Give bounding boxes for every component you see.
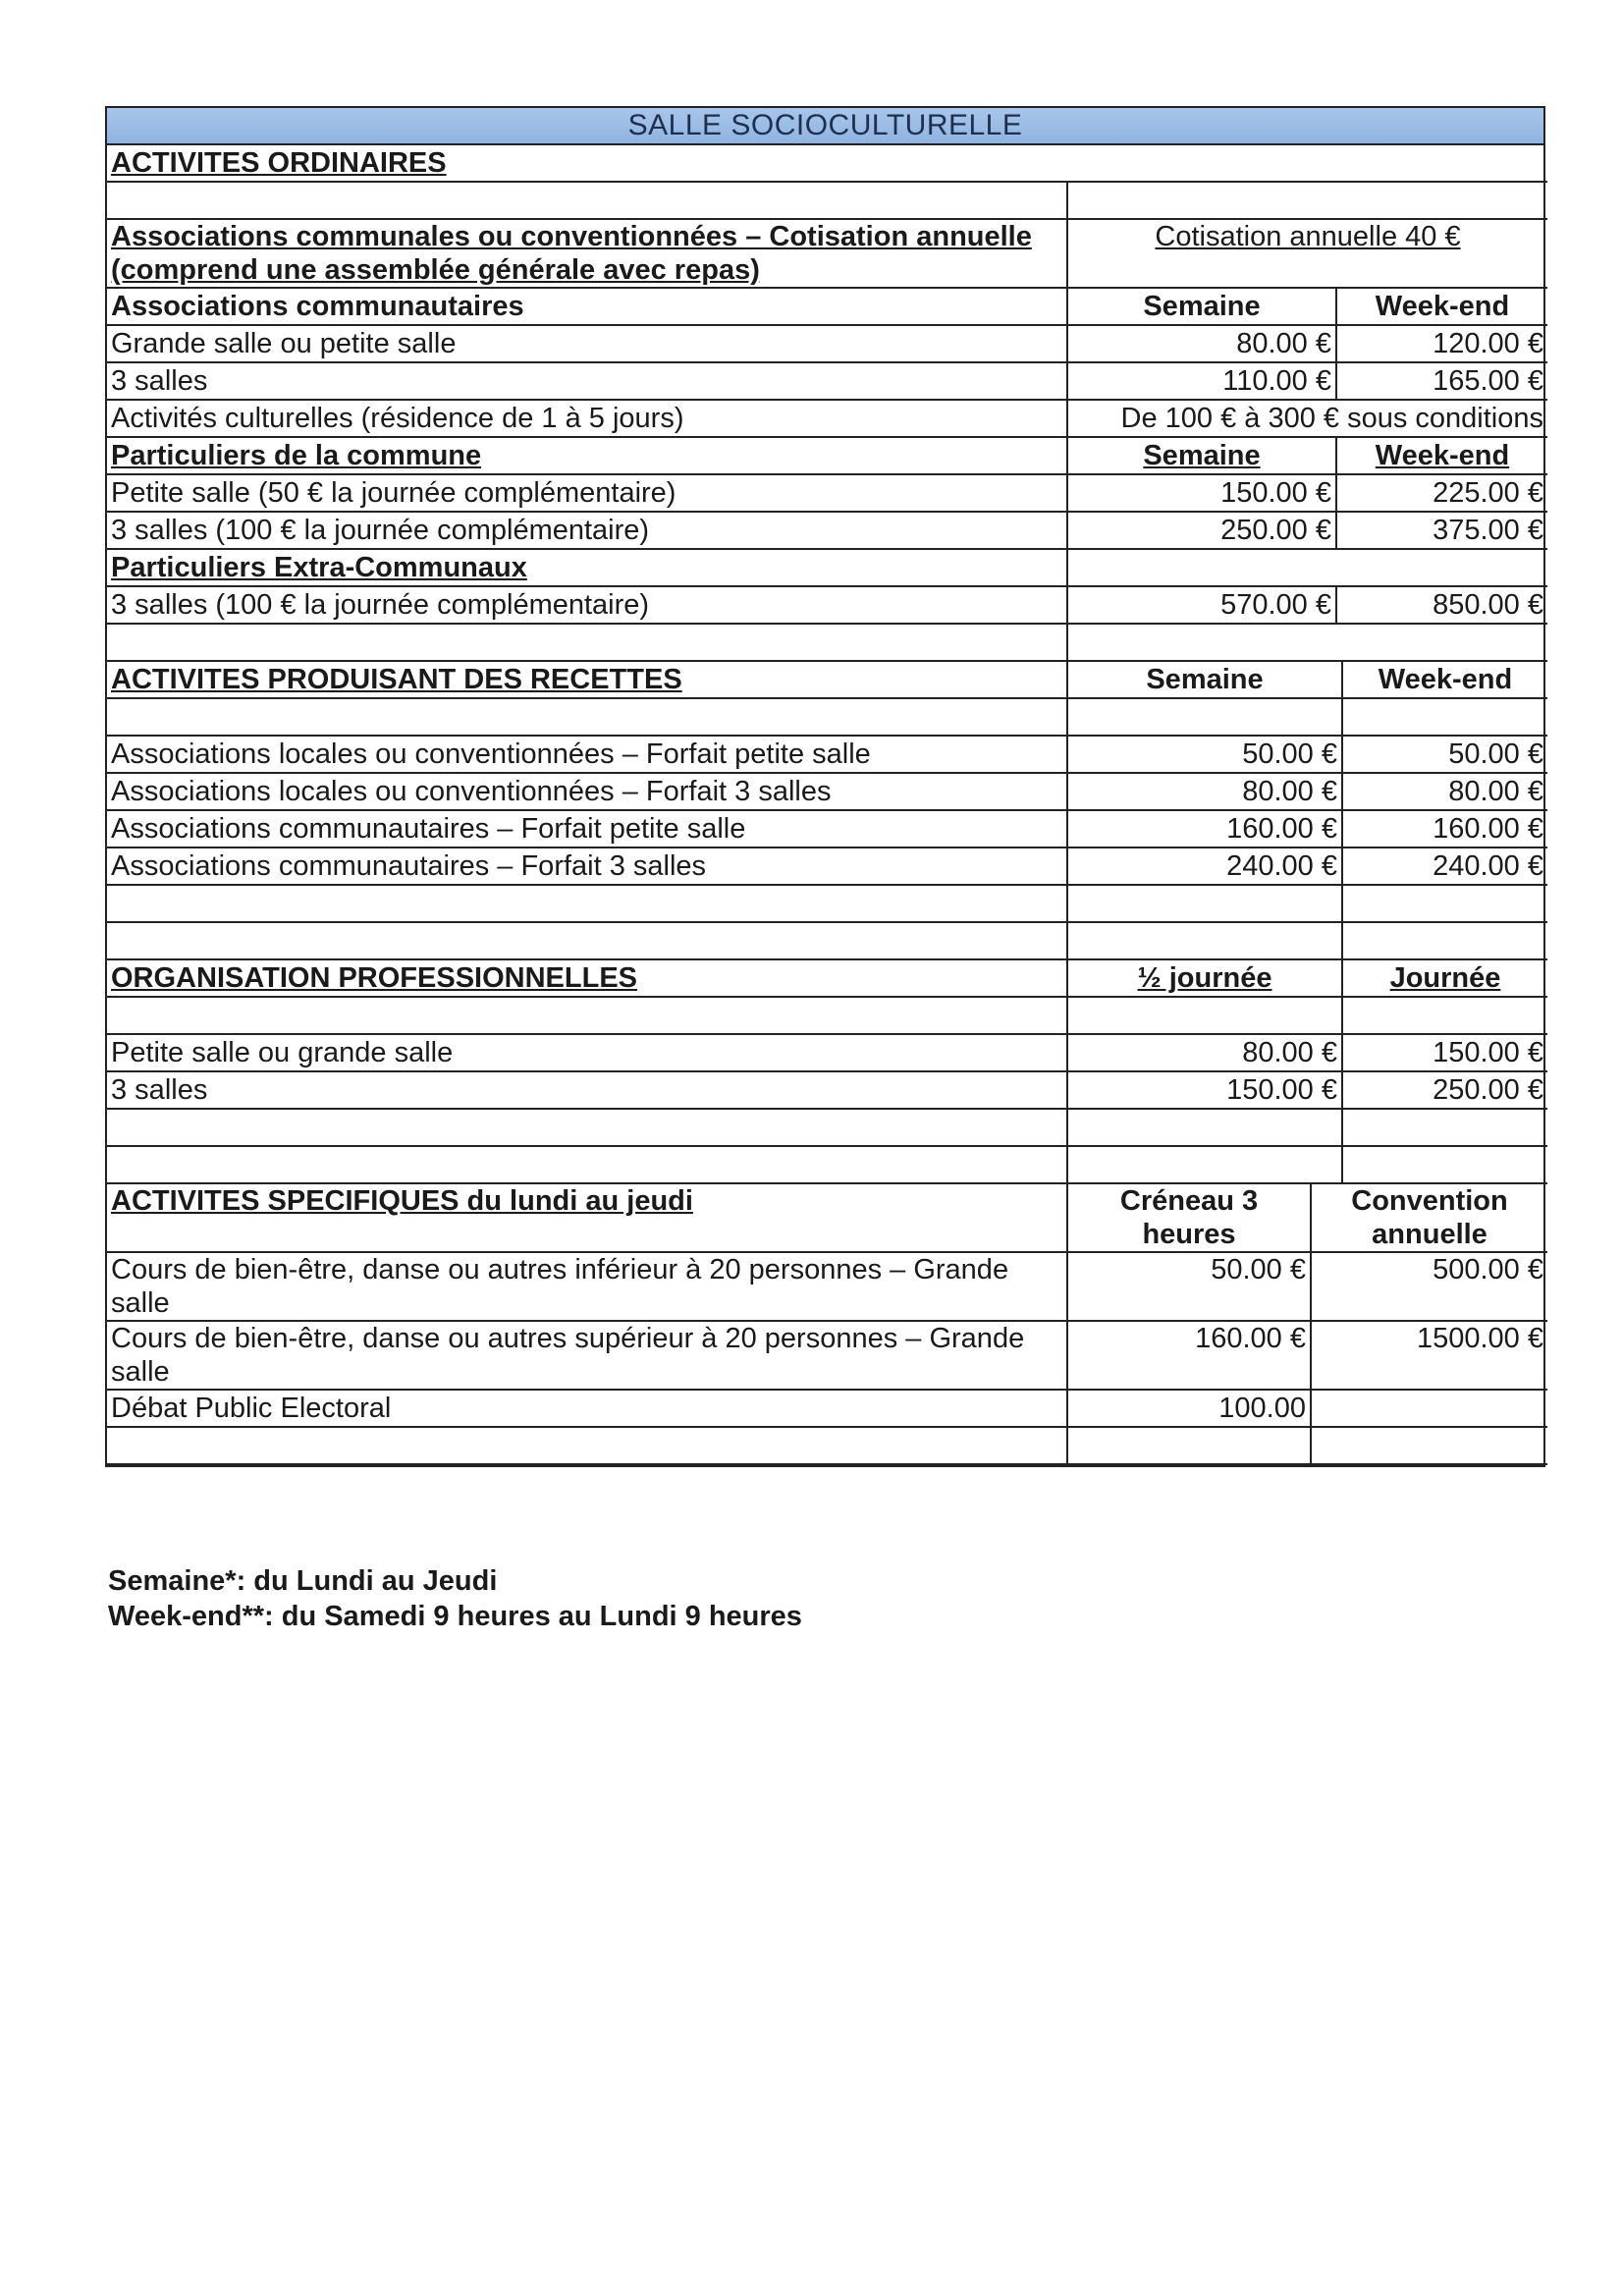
spacer-cell: [1342, 997, 1547, 1034]
row-label: Petite salle ou grande salle: [107, 1034, 1067, 1071]
row-label: Petite salle (50 € la journée complémentaire): [107, 474, 1067, 512]
col-weekend: Week-end: [1342, 662, 1547, 698]
spacer-cell: [1067, 1146, 1342, 1183]
assoc-communautaires-label: Associations communautaires: [107, 288, 1067, 325]
row-label: Cours de bien-être, danse ou autres supérieur à 20 personnes – Grande salle: [107, 1321, 1067, 1390]
row-label: Associations locales ou conventionnées – Forfait 3 salles: [107, 773, 1067, 810]
spacer-cell: [1067, 182, 1547, 219]
row-weekend: 375.00 €: [1336, 512, 1547, 549]
row-weekend: 165.00 €: [1336, 362, 1547, 400]
row-label: Débat Public Electoral: [107, 1390, 1067, 1427]
col-journee: Journée: [1342, 959, 1547, 997]
table-row: [107, 1252, 1547, 1321]
table-row: [107, 325, 1547, 362]
heading-professionnelles: ORGANISATION PROFESSIONNELLES: [107, 959, 1067, 997]
sheet-title: SALLE SOCIOCULTURELLE: [107, 108, 1543, 145]
table-row: [107, 810, 1547, 847]
spacer-cell: [1342, 1146, 1547, 1183]
tariff-sheet: [105, 106, 1545, 1467]
table-row: [107, 1071, 1547, 1109]
footnotes: [108, 1563, 802, 1634]
row-convention: [1311, 1390, 1547, 1427]
col-demi-journee: ½ journée: [1067, 959, 1342, 997]
table-row: [107, 1321, 1547, 1390]
row-weekend: 160.00 €: [1342, 810, 1547, 847]
spacer-row: [107, 698, 1067, 736]
row-weekend: 240.00 €: [1342, 847, 1547, 885]
row-convention: 1500.00 €: [1311, 1321, 1547, 1390]
extra-label: Particuliers Extra-Communaux: [107, 549, 1067, 586]
table-row: [107, 586, 1547, 624]
col-creneau: Créneau 3 heures: [1067, 1184, 1311, 1252]
col-weekend: Week-end: [1336, 437, 1547, 474]
row-semaine: 80.00 €: [1067, 773, 1342, 810]
table-row: [107, 474, 1547, 512]
note-semaine: Semaine*: du Lundi au Jeudi: [108, 1565, 498, 1597]
col-semaine: Semaine: [1067, 662, 1342, 698]
row-creneau: 160.00 €: [1067, 1321, 1311, 1390]
spacer-row: [107, 624, 1067, 661]
spacer-row: [107, 182, 1067, 219]
row-label: Associations locales ou conventionnées – Forfait petite salle: [107, 736, 1067, 773]
row-weekend: 50.00 €: [1342, 736, 1547, 773]
row-weekend: 80.00 €: [1342, 773, 1547, 810]
culturelles-value: De 100 € à 300 € sous conditions: [1067, 400, 1547, 437]
table-row: [107, 847, 1547, 885]
spacer-cell: [1067, 624, 1547, 661]
row-demi: 150.00 €: [1067, 1071, 1342, 1109]
row-semaine: 50.00 €: [1067, 736, 1342, 773]
spacer-row: [107, 1109, 1067, 1146]
spacer-row: [107, 1146, 1067, 1183]
row-label: 3 salles (100 € la journée complémentaire): [107, 512, 1067, 549]
table-row: [107, 736, 1547, 773]
note-weekend: Week-end**: du Samedi 9 heures au Lundi 9 heures: [108, 1601, 802, 1632]
spacer-cell: [1342, 922, 1547, 959]
row-semaine: 240.00 €: [1067, 847, 1342, 885]
row-semaine: 110.00 €: [1067, 362, 1336, 400]
row-label: Cours de bien-être, danse ou autres inférieur à 20 personnes – Grande salle: [107, 1252, 1067, 1321]
culturelles-label: Activités culturelles (résidence de 1 à 5 jours): [107, 400, 1067, 437]
spacer-row: [107, 922, 1067, 959]
row-weekend: 120.00 €: [1336, 325, 1547, 362]
spacer-cell: [1067, 549, 1547, 586]
table-row: [107, 400, 1547, 437]
row-journee: 250.00 €: [1342, 1071, 1547, 1109]
table-ordinaires: [107, 145, 1547, 662]
particuliers-label: Particuliers de la commune: [107, 437, 1067, 474]
row-label: 3 salles: [107, 1071, 1067, 1109]
table-specifiques: [107, 1184, 1547, 1465]
heading-specifiques: ACTIVITES SPECIFIQUES du lundi au jeudi: [107, 1184, 1067, 1252]
table-row: [107, 362, 1547, 400]
spacer-cell: [1342, 1109, 1547, 1146]
row-semaine: 80.00 €: [1067, 325, 1336, 362]
row-weekend: 225.00 €: [1336, 474, 1547, 512]
table-row: [107, 1034, 1547, 1071]
row-label: Associations communautaires – Forfait petite salle: [107, 810, 1067, 847]
col-weekend: Week-end: [1336, 288, 1547, 325]
row-semaine: 570.00 €: [1067, 586, 1336, 624]
spacer-cell: [1067, 1427, 1311, 1464]
spacer-row: [107, 885, 1067, 922]
row-creneau: 100.00: [1067, 1390, 1311, 1427]
spacer-cell: [1311, 1427, 1547, 1464]
row-label: Associations communautaires – Forfait 3 salles: [107, 847, 1067, 885]
row-creneau: 50.00 €: [1067, 1252, 1311, 1321]
row-label: 3 salles: [107, 362, 1067, 400]
spacer-cell: [1067, 922, 1342, 959]
spacer-cell: [1067, 885, 1342, 922]
table-recettes: [107, 662, 1547, 1184]
heading-ordinaires: ACTIVITES ORDINAIRES: [107, 145, 1547, 182]
table-row: [107, 1390, 1547, 1427]
row-label: 3 salles (100 € la journée complémentaire): [107, 586, 1067, 624]
row-convention: 500.00 €: [1311, 1252, 1547, 1321]
assoc-communales-label: Associations communales ou conventionnées – Cotisation annuelle (comprend une assemblée générale avec repas): [107, 219, 1067, 288]
col-convention: Convention annuelle: [1311, 1184, 1547, 1252]
heading-recettes: ACTIVITES PRODUISANT DES RECETTES: [107, 662, 1067, 698]
row-semaine: 150.00 €: [1067, 474, 1336, 512]
spacer-cell: [1342, 698, 1547, 736]
spacer-row: [107, 1427, 1067, 1464]
spacer-cell: [1342, 885, 1547, 922]
table-row: [107, 512, 1547, 549]
row-weekend: 850.00 €: [1336, 586, 1547, 624]
assoc-communales-value: Cotisation annuelle 40 €: [1067, 219, 1547, 288]
spacer-row: [107, 997, 1067, 1034]
row-semaine: 160.00 €: [1067, 810, 1342, 847]
row-demi: 80.00 €: [1067, 1034, 1342, 1071]
row-label: Grande salle ou petite salle: [107, 325, 1067, 362]
spacer-cell: [1067, 997, 1342, 1034]
table-row: [107, 773, 1547, 810]
spacer-cell: [1067, 1109, 1342, 1146]
row-journee: 150.00 €: [1342, 1034, 1547, 1071]
row-semaine: 250.00 €: [1067, 512, 1336, 549]
spacer-cell: [1067, 698, 1342, 736]
col-semaine: Semaine: [1067, 437, 1336, 474]
col-semaine: Semaine: [1067, 288, 1336, 325]
